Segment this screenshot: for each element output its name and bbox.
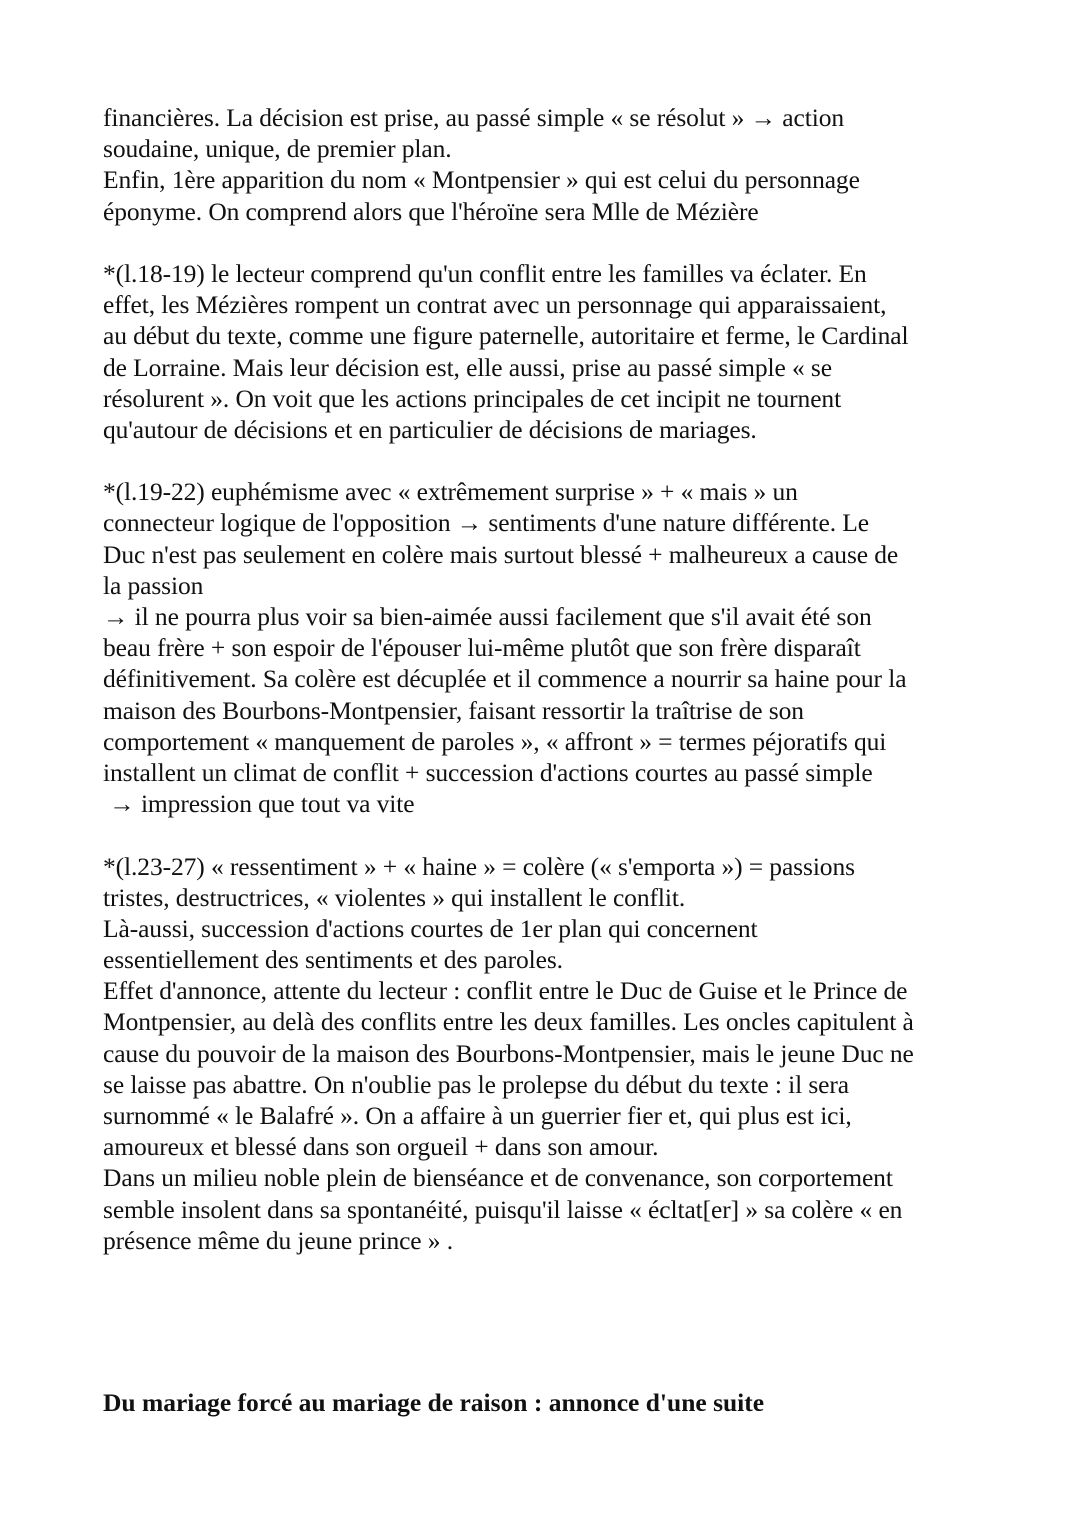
paragraph-spacer xyxy=(103,445,1003,476)
paragraph-spacer xyxy=(103,819,1003,850)
text-line: qu'autour de décisions et en particulier de décisions de mariages. xyxy=(103,414,757,444)
text-line: résolurent ». On voit que les actions principales de cet incipit ne tournent xyxy=(103,383,842,413)
text-line: effet, les Mézières rompent un contrat avec un personnage qui apparaissaient, xyxy=(103,290,887,320)
text-line: *(l.19-22) euphémisme avec « extrêmement surprise » + « mais » un xyxy=(103,477,798,507)
text-line: éponyme. On comprend alors que l'héroïne sera Mlle de Mézière xyxy=(103,196,759,226)
text-line: se laisse pas abattre. On n'oublie pas le prolepse du début du texte : il sera xyxy=(103,1069,849,1099)
text-line: surnommé « le Balafré ». On a affaire à un guerrier fier et, qui plus est ici, xyxy=(103,1101,852,1130)
paragraph-3 xyxy=(103,476,1003,819)
text-line: la passion xyxy=(103,570,204,600)
text-line: Dans un milieu noble plein de bienséance et de convenance, son corportement xyxy=(103,1163,893,1193)
text-line: maison des Bourbons-Montpensier, faisant ressortir la traîtrise de son xyxy=(103,695,804,725)
text-line: semble insolent dans sa spontanéité, puisqu'il laisse « écltat[er] » sa colère « en xyxy=(103,1194,903,1224)
text-line: cause du pouvoir de la maison des Bourbons-Montpensier, mais le jeune Duc ne xyxy=(103,1038,914,1068)
text-line: au début du texte, comme une figure paternelle, autoritaire et ferme, le Cardinal xyxy=(103,321,909,351)
document-body xyxy=(103,102,1003,1256)
text-line: essentiellement des sentiments et des paroles. xyxy=(103,945,563,975)
text-line: Enfin, 1ère apparition du nom « Montpensier » qui est celui du personnage xyxy=(103,165,860,195)
text-line: Là-aussi, succession d'actions courtes de 1er plan qui concernent xyxy=(103,913,758,943)
text-line: → il ne pourra plus voir sa bien-aimée aussi facilement que s'il avait été son xyxy=(103,602,872,631)
text-line: Montpensier, au delà des conflits entre les deux familles. Les oncles capitulent à xyxy=(103,1007,914,1037)
text-line: amoureux et blessé dans son orgueil + dans son amour. xyxy=(103,1132,659,1162)
text-line: soudaine, unique, de premier plan. xyxy=(103,134,452,164)
text-line: Duc n'est pas seulement en colère mais surtout blessé + malheureux a cause de xyxy=(103,539,899,569)
text-line: financières. La décision est prise, au passé simple « se résolut » → action xyxy=(103,103,844,132)
text-line: *(l.23-27) « ressentiment » + « haine » = colère (« s'emporta ») = passions xyxy=(103,851,855,881)
text-line: beau frère + son espoir de l'épouser lui-même plutôt que son frère disparaît xyxy=(103,633,861,663)
text-line: de Lorraine. Mais leur décision est, elle aussi, prise au passé simple « se xyxy=(103,352,832,382)
paragraph-2 xyxy=(103,258,1003,445)
paragraph-4 xyxy=(103,851,1003,1256)
text-line: Effet d'annonce, attente du lecteur : conflit entre le Duc de Guise et le Prince de xyxy=(103,976,908,1006)
text-line: connecteur logique de l'opposition → sentiments d'une nature différente. Le xyxy=(103,508,869,538)
text-line: comportement « manquement de paroles », « affront » = termes péjoratifs qui xyxy=(103,726,887,756)
section-heading: Du mariage forcé au mariage de raison : annonce d'une suite xyxy=(103,1388,765,1417)
text-line: présence même du jeune prince » . xyxy=(103,1225,454,1255)
text-line: définitivement. Sa colère est décuplée et il commence a nourrir sa haine pour la xyxy=(103,664,907,694)
text-line: *(l.18-19) le lecteur comprend qu'un conflit entre les familles va éclater. En xyxy=(103,258,867,288)
text-line: installent un climat de conflit + succession d'actions courtes au passé simple xyxy=(103,757,873,787)
paragraph-spacer xyxy=(103,227,1003,258)
text-line: tristes, destructrices, « violentes » qui installent le conflit. xyxy=(103,882,686,912)
text-line: → impression que tout va vite xyxy=(103,789,415,819)
paragraph-1 xyxy=(103,102,1003,227)
